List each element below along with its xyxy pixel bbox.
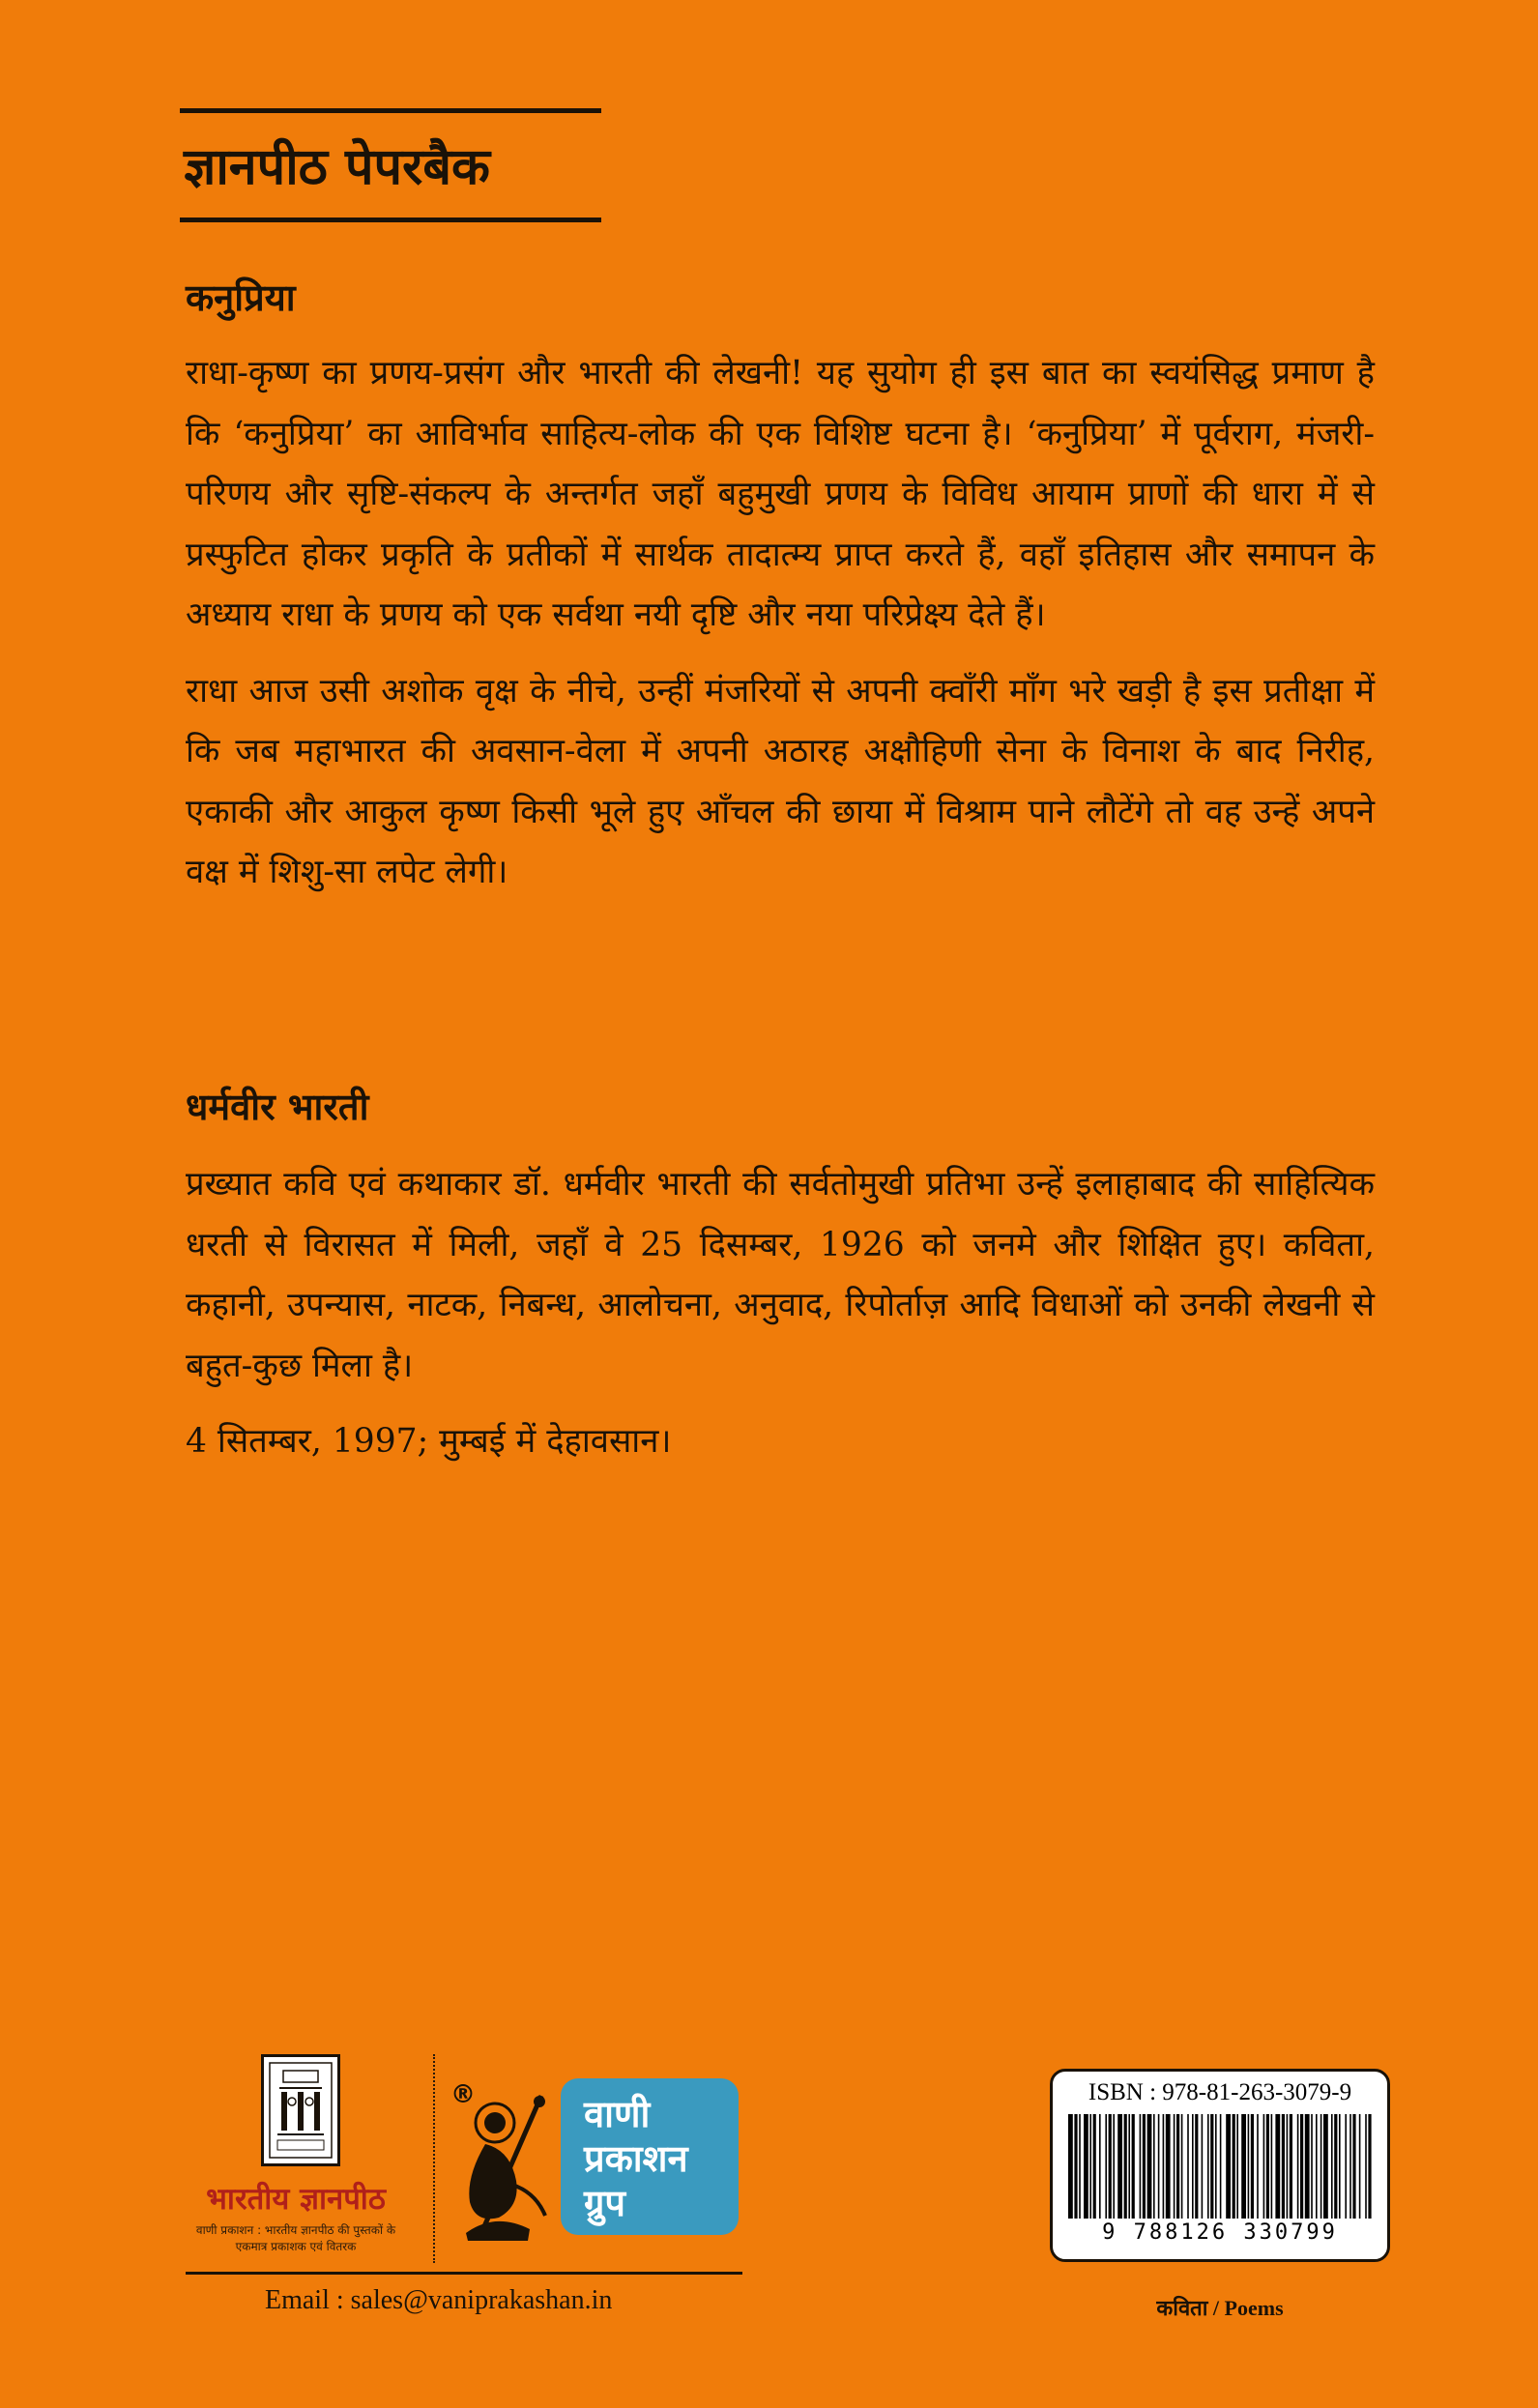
publisher-tagline: वाणी प्रकाशन : भारतीय ज्ञानपीठ की पुस्तकों के एकमात्र प्रकाशक एवं वितरक [195,2223,396,2253]
author-name: धर्मवीर भारती [186,1085,369,1128]
vani-logo-text: वाणी प्रकाशन ग्रुप [584,2093,688,2224]
isbn-barcode-box [1050,2069,1390,2262]
saraswati-figure-icon [456,2088,557,2247]
barcode-icon [1066,2114,1374,2219]
isbn-label: ISBN : 978-81-263-3079-9 [1088,2079,1352,2105]
category-label: कविता / Poems [1156,2296,1284,2320]
author-section [186,1083,1375,1472]
author-death-note: 4 सितम्बर, 1997; मुम्बई में देहावसान। [186,1422,672,1461]
series-title: ज्ञानपीठ पेपरबैक [184,138,490,196]
jnanpith-emblem-icon [261,2054,340,2166]
book-section [186,274,1375,903]
book-paragraph-1: राधा-कृष्ण का प्रणय-प्रसंग और भारती की लेखनी! यह सुयोग ही इस बात का स्वयंसिद्ध प्रमाण है कि ‘कनुप्रिया’ का आविर्भाव साहित्य-लोक की एक विशिष्ट घटना है। ‘कनुप्रिया’ में पूर्वराग, मंजरी-परिणय और सृष्टि-संकल्प के अन्तर्गत जहाँ बहुमुखी प्रणय के विविध आयाम प्राणों की धारा में से प्रस्फुटित होकर प्रकृति के प्रतीकों में सार्थक तादात्म्य प्राप्त करते हैं, वहाँ इतिहास और समापन के अध्याय राधा के प्रणय को एक सर्वथा नयी दृष्टि और नया परिप्रेक्ष्य देते हैं। [186,354,1375,634]
book-title: कनुप्रिया [186,276,296,319]
bharatiya-jnanpith-logo [180,2054,412,2277]
footer-rule [186,2272,742,2275]
registered-mark: ® [450,2080,476,2109]
book-paragraph-2: राधा आज उसी अशोक वृक्ष के नीचे, उन्हीं मंजरियों से अपनी क्वाँरी माँग भरे खड़ी है इस प्रतीक्षा में कि जब महाभारत की अवसान-वेला में अपनी अठारह अक्षौहिणी सेना के विनाश के बाद निरीह, एकाकी और आकुल कृष्ण किसी भूले हुए आँचल की छाया में विश्राम पाने लौटेंगे तो वह उन्हें अपने वक्ष में शिशु-सा लपेट लेगी। [186,671,1375,891]
email-contact: Email : sales@vaniprakashan.in [265,2285,613,2315]
author-bio-paragraph: प्रख्यात कवि एवं कथाकार डॉ. धर्मवीर भारती की सर्वतोमुखी प्रतिभा उन्हें इलाहाबाद की साहित्यिक धरती से विरासत में मिली, जहाँ वे 25 दिसम्बर, 1926 को जनमे और शिक्षित हुए। कविता, कहानी, उपन्यास, नाटक, निबन्ध, आलोचना, अनुवाद, रिपोर्ताज़ आदि विधाओं को उनकी लेखनी से बहुत-कुछ मिला है। [186,1165,1375,1385]
barcode-digits: 9 788126 330799 [1102,2220,1338,2245]
series-banner [180,108,601,222]
bharatiya-jnanpith-name: भारतीय ज्ञानपीठ [206,2182,386,2217]
vani-prakashan-logo [561,2078,739,2235]
logo-divider [433,2054,435,2263]
